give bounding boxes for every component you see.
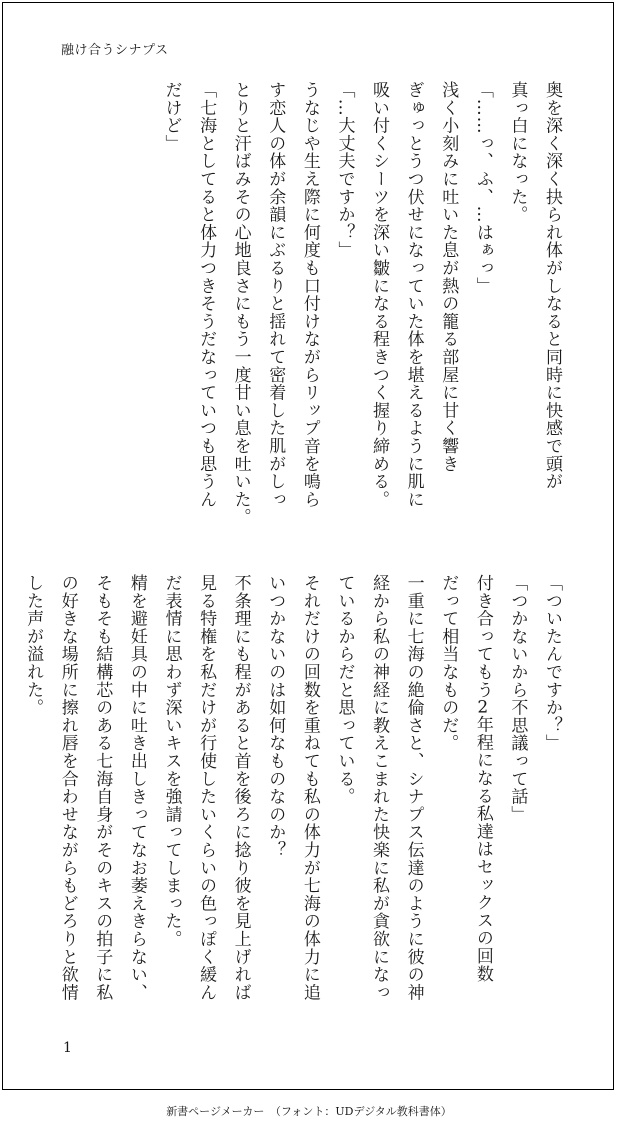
text-segment: 付き合ってもう [472,574,493,699]
text-line: 一重に七海の絶倫さと、シナプス伝達のように彼の神 [403,574,424,1002]
text-block-upper [49,81,569,553]
text-line: 吸い付くシーツを深い皺になる程きつく握り締める。 [369,81,390,509]
text-line [465,574,500,1046]
dialogue-line: 「七海としてると体力つきそうだなっていつも思うん [196,81,217,509]
text-line: 精を避妊具の中に吐き出しきってなお萎えきらない、 [126,574,147,1002]
text-block-lower [23,574,569,1046]
page-number: 1 [63,1040,72,1056]
text-line: 見る特権を私だけが行使したいくらいの色っぽく緩ん [196,574,217,1002]
dialogue-line: 「…大丈夫ですか？」 [334,81,355,259]
book-page [2,2,614,1090]
tate-chu-yoko-number: 2 [477,698,489,716]
text-line: ぎゅっとうつ伏せになっていた体を堪えるように肌に [403,81,424,509]
running-header-title: 融け合うシナプス [61,43,169,58]
text-line: の好きな場所に擦れ唇を合わせながらもどろりと欲情 [57,574,78,1002]
text-segment: 年程になる私達はセックスの回数 [472,715,493,983]
text-line: す恋人の体が余韻にぶるりと揺れて密着した肌がしっ [265,81,286,509]
text-line: そもそも結構芯のある七海自身がそのキスの拍子に私 [92,574,113,1002]
text-line: だって相当なものだ。 [438,574,459,752]
text-line: 真っ白になった。 [507,81,528,224]
text-line: とりと汗ばみその心地良さにもう一度甘い息を吐いた。 [230,81,251,526]
dialogue-line: だけど」 [161,81,182,153]
dialogue-line: 「……っ、ふ、…はぁっ」 [472,81,493,295]
text-line: した声が溢れた。 [23,574,44,717]
dialogue-line: 「ついたんですか？」 [542,574,562,752]
text-line: 経から私の神経に教えこまれた快楽に私が貪欲になっ [369,574,390,1002]
text-line: 浅く小刻みに吐いた息が熱の籠る部屋に甘く響き [438,81,459,473]
text-line: ているからだと思っている。 [334,574,355,806]
dialogue-line: 「つかないから不思議って話」 [507,574,528,824]
text-line: うなじや生え際に何度も口付けながらリップ音を鳴ら [299,81,320,509]
text-line: 不条理にも程があると首を後ろに捻り彼を見上げれば [230,574,251,1002]
footer-credit: 新書ページメーカー （フォント：UDデジタル教科書体） [166,1105,452,1118]
text-line: だ表情に思わず深いキスを強請ってしまった。 [161,574,182,948]
text-line: いつかないのは如何なものなのか？ [265,574,286,859]
text-line: それだけの回数を重ねても私の体力が七海の体力に追 [299,574,320,1002]
text-line: 奥を深く深く抉られ体がしなると同時に快感で頭が [542,81,562,491]
